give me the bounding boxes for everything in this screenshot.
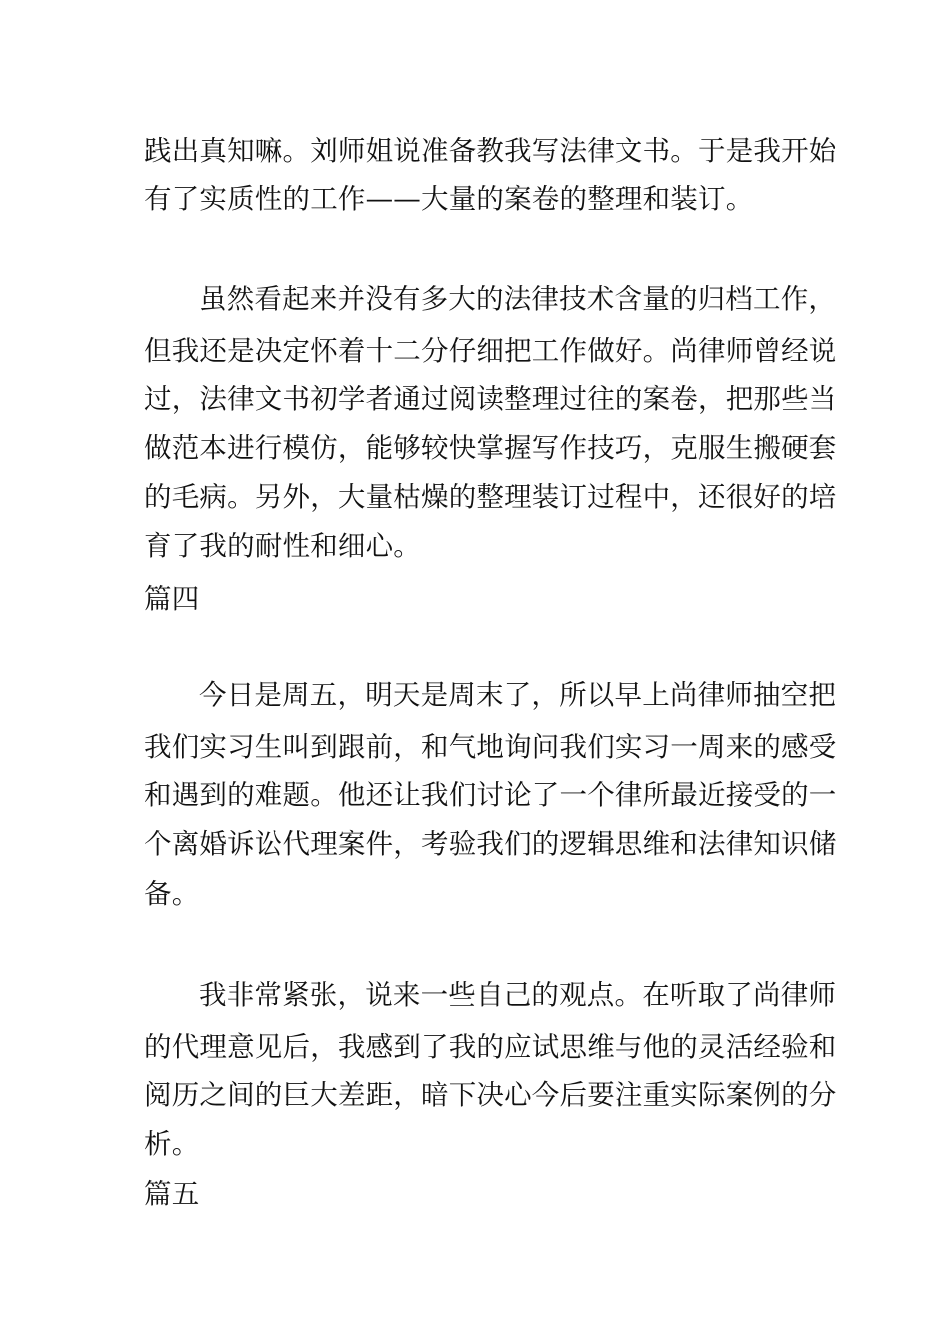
text-line: 但我还是决定怀着十二分仔细把工作做好。尚律师曾经说 (144, 335, 837, 367)
text-line: 育了我的耐性和细心。 (144, 530, 421, 562)
text-line: 今日是周五，明天是周末了，所以早上尚律师抽空把 (199, 679, 837, 711)
text-line: 过，法律文书初学者通过阅读整理过往的案卷，把那些当 (144, 383, 837, 415)
text-line: 我们实习生叫到跟前，和气地询问我们实习一周来的感受 (144, 731, 837, 763)
text-line: 和遇到的难题。他还让我们讨论了一个律所最近接受的一 (144, 779, 837, 811)
text-line: 备。 (144, 878, 200, 910)
text-line: 做范本进行模仿，能够较快掌握写作技巧，克服生搬硬套 (144, 432, 837, 464)
text-line: 践出真知嘛。刘师姐说准备教我写法律文书。于是我开始 (144, 135, 837, 167)
section-heading: 篇四 (144, 583, 200, 615)
text-line: 阅历之间的巨大差距，暗下决心今后要注重实际案例的分 (144, 1079, 837, 1111)
text-line: 的代理意见后，我感到了我的应试思维与他的灵活经验和 (144, 1031, 837, 1063)
text-line: 我非常紧张，说来一些自己的观点。在听取了尚律师 (199, 979, 837, 1011)
text-line: 个离婚诉讼代理案件，考验我们的逻辑思维和法律知识储 (144, 828, 837, 860)
section-heading: 篇五 (144, 1178, 200, 1210)
text-line: 析。 (144, 1128, 200, 1160)
text-line: 虽然看起来并没有多大的法律技术含量的归档工作， (199, 283, 837, 315)
text-line: 有了实质性的工作——大量的案卷的整理和装订。 (144, 183, 754, 215)
text-line: 的毛病。另外，大量枯燥的整理装订过程中，还很好的培 (144, 481, 837, 513)
